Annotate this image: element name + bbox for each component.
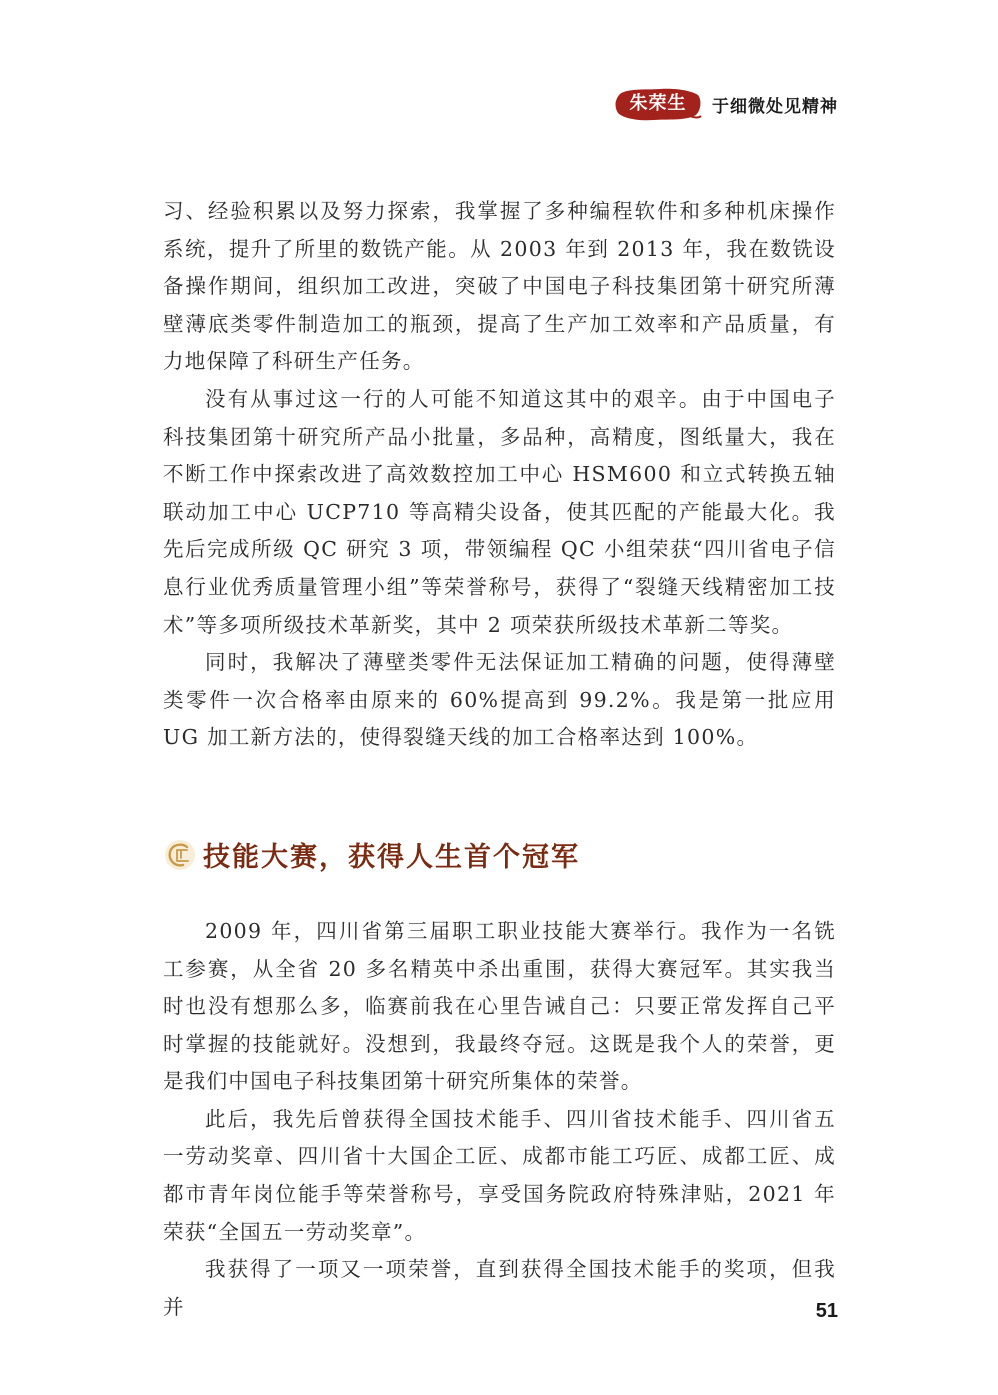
name-seal [614,86,702,122]
paragraph: 2009 年，四川省第三届职工职业技能大赛举行。我作为一名铣工参赛，从全省 20 多名精英中杀出重围，获得大赛冠军。其实我当时也没有想那么多，临赛前我在心里告诫自己：只要正常发挥自己平时掌握的技能就好。没想到，我最终夺冠。这既是我个人的荣誉，更是我们中国电子科技集团第十研究所集体的荣誉。 [163,918,836,1094]
header-subtitle: 于细微处见精神 [712,96,838,117]
running-header [614,86,838,122]
section-title: 技能大赛，获得人生首个冠军 [203,842,580,874]
paragraph: 此后，我先后曾获得全国技术能手、四川省技术能手、四川省五一劳动奖章、四川省十大国企工匠、成都市能工巧匠、成都工匠、成都市青年岗位能手等荣誉称号，享受国务院政府特殊津贴，2021 年荣获“全国五一劳动奖章”。 [163,1106,836,1244]
paragraph: 同时，我解决了薄壁类零件无法保证加工精确的问题，使得薄壁类零件一次合格率由原来的 60%提高到 99.2%。我是第一批应用 UG 加工新方法的，使得裂缝天线的加工合格率达到 100%。 [163,650,836,750]
paragraph: 没有从事过这一行的人可能不知道这其中的艰辛。由于中国电子科技集团第十研究所产品小批量，多品种，高精度，图纸量大，我在不断工作中探索改进了高效数控加工中心 HSM600 和立式转换五轴联动加工中心 UCP710 等高精尖设备，使其匹配的产能最大化。我先后完成所级 QC 研究 3 项，带领编程 QC 小组荣获“四川省电子信息行业优秀质量管理小组”等荣誉称号，获得了“裂缝天线精密加工技术”等多项所级技术革新奖，其中 2 项荣获所级技术革新二等奖。 [163,386,836,637]
decorative-c-icon [163,838,197,872]
section-heading [163,835,836,875]
seal-text: 朱荣生 [629,93,687,114]
page-number: 51 [815,1300,838,1322]
paragraph: 我获得了一项又一项荣誉，直到获得全国技术能手的奖项，但我并 [163,1257,836,1319]
page-body [163,193,836,1326]
paragraph: 习、经验积累以及努力探索，我掌握了多种编程软件和多种机床操作系统，提升了所里的数铣产能。从 2003 年到 2013 年，我在数铣设备操作期间，组织加工改进，突破了中国电子科技集团第十研究所薄壁薄底类零件制造加工的瓶颈，提高了生产加工效率和产品质量，有力地保障了科研生产任务。 [163,199,836,374]
